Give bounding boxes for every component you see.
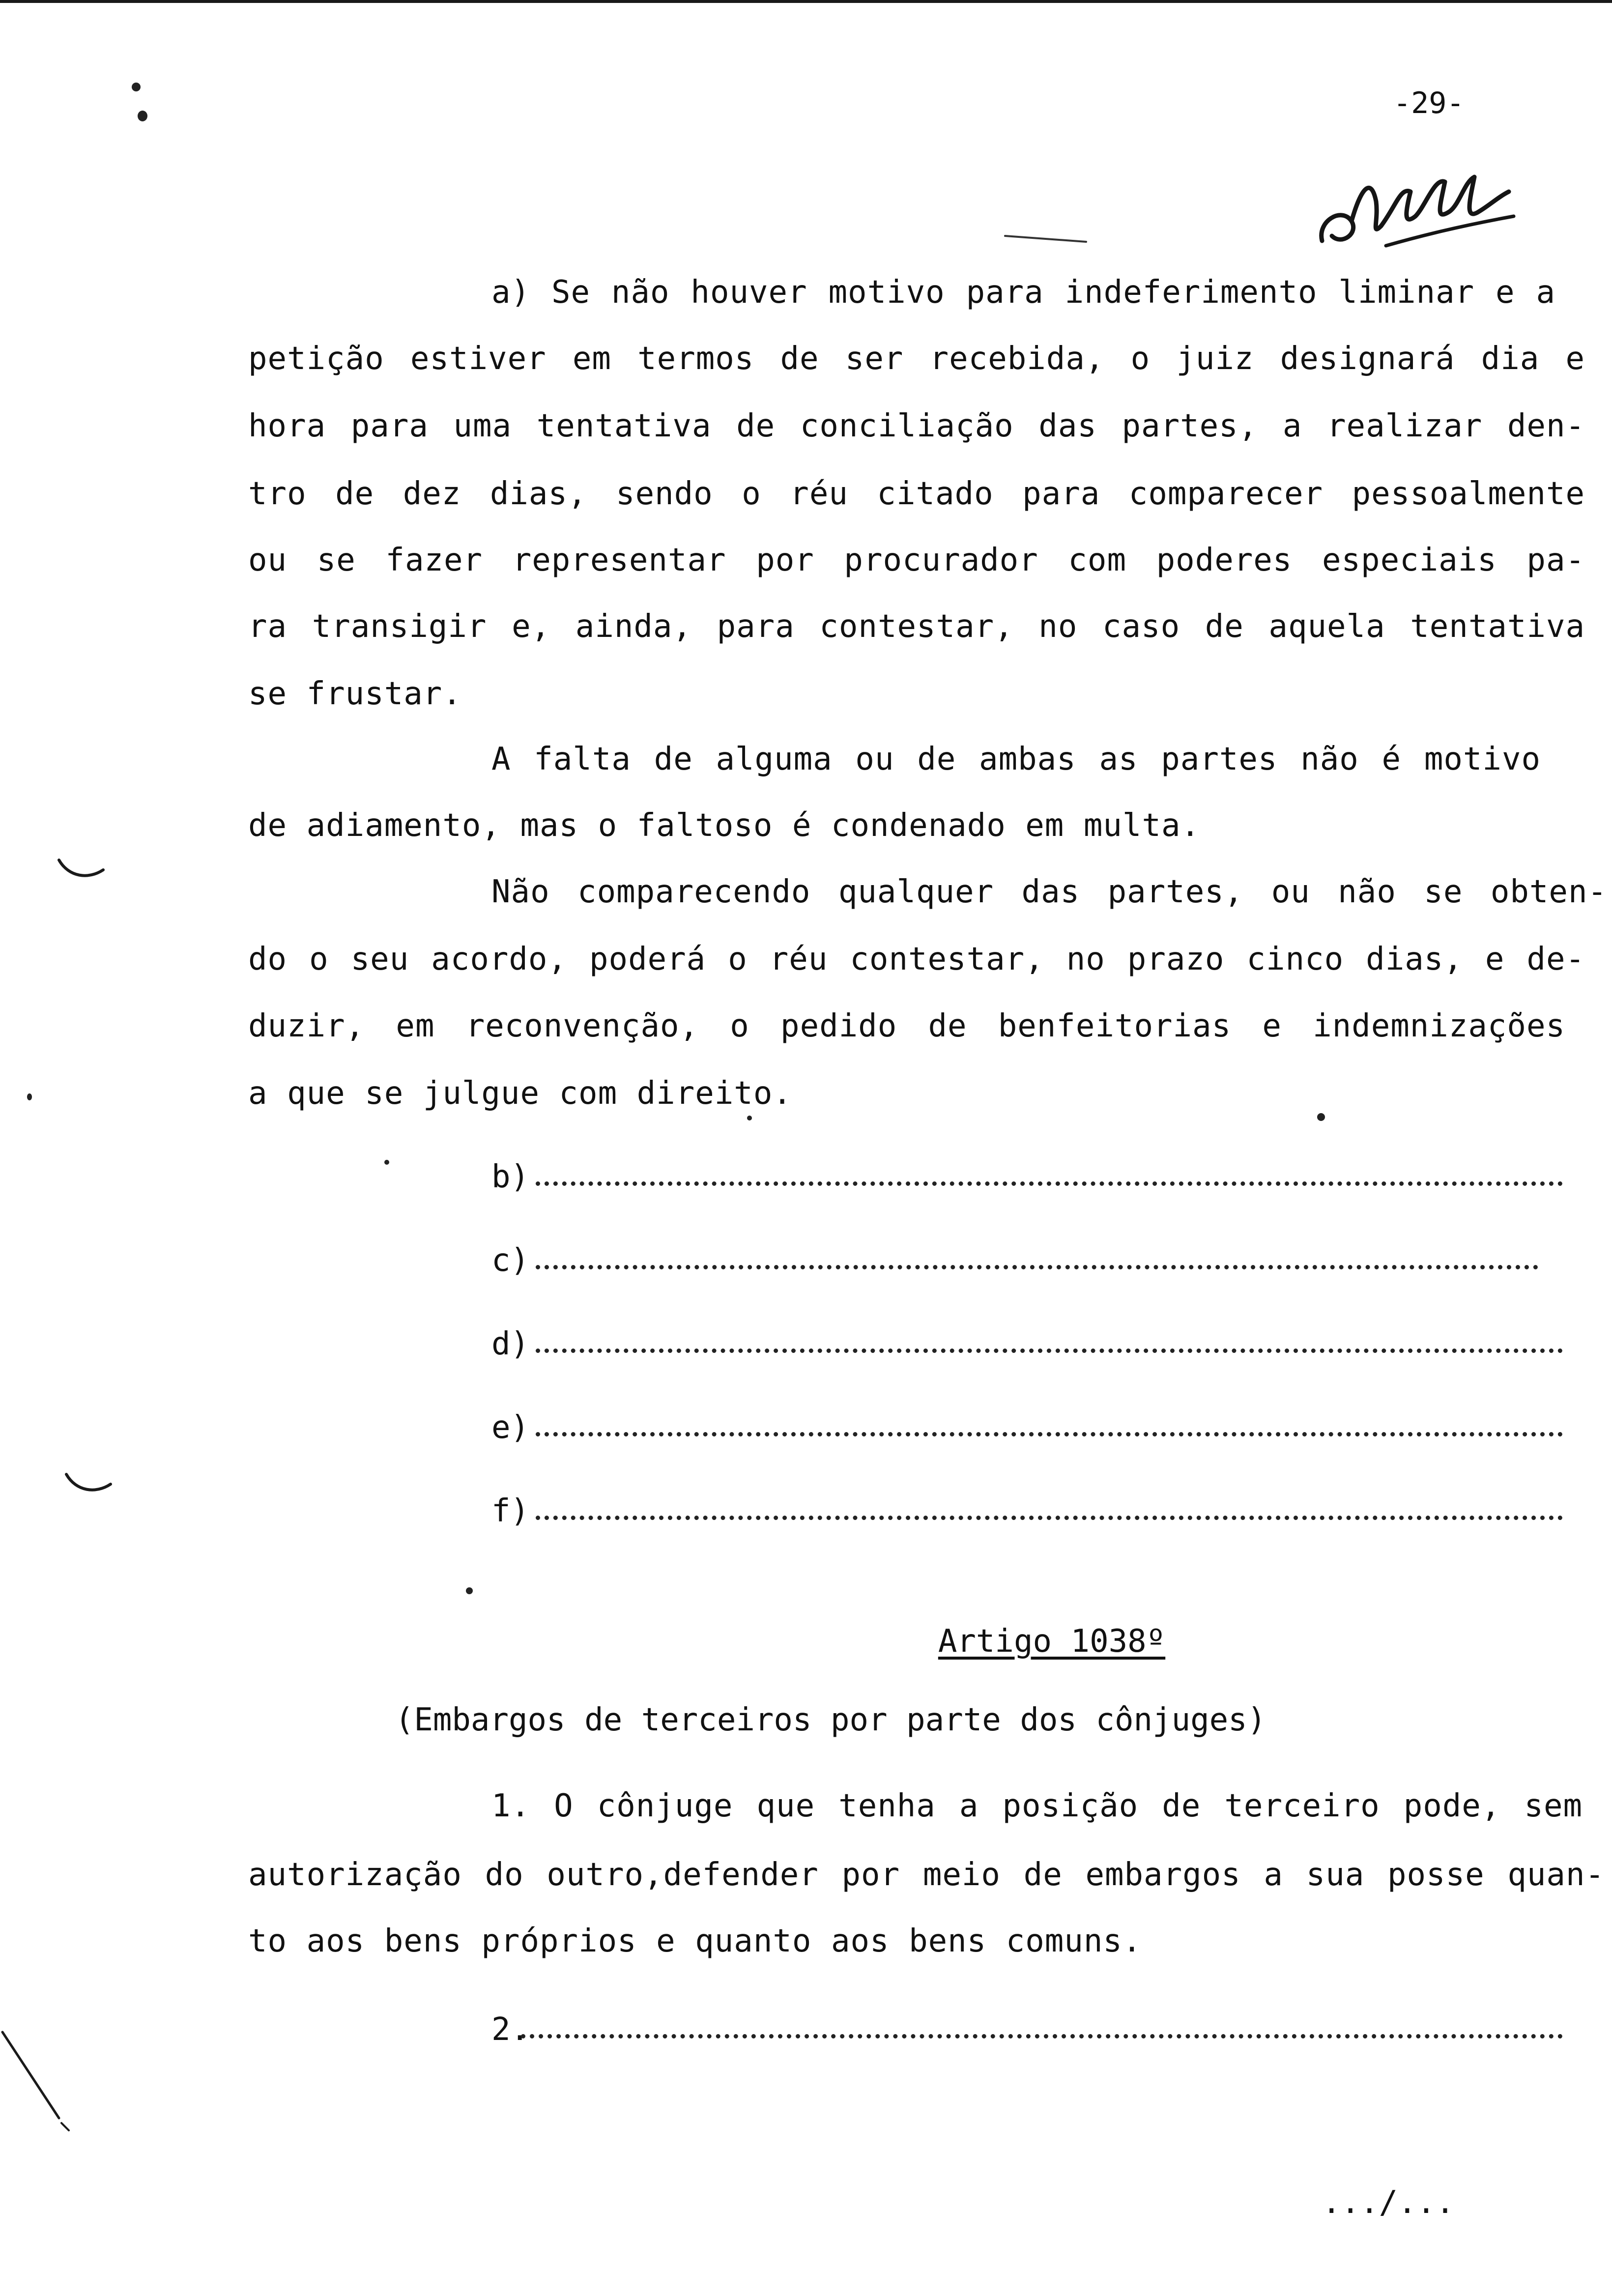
scan-speck xyxy=(132,83,141,91)
omitted-item: c) xyxy=(491,1241,1538,1280)
paragraph-falta-line: de adiamento, mas o faltoso é condenado em multa. xyxy=(248,807,1201,844)
top-border-line xyxy=(0,0,1612,3)
article-paragraph-line: autorização do outro,defender por meio de embargos a sua posse quan- xyxy=(248,1857,1605,1893)
scan-speck xyxy=(384,1160,389,1165)
paragraph-nao-line: a que se julgue com direito. xyxy=(248,1075,792,1112)
handwritten-signature xyxy=(1312,147,1524,260)
paragraph-a-line: ra transigir e, ainda, para contestar, no caso de aquela tentativa xyxy=(248,608,1585,645)
paragraph-nao-line: duzir, em reconvenção, o pedido de benfeitorias e indemnizações xyxy=(248,1008,1565,1044)
omitted-item: b) xyxy=(491,1157,1563,1197)
paragraph-a-line: se frustar. xyxy=(248,676,462,712)
scan-speck xyxy=(27,1093,32,1100)
scan-smudge xyxy=(1003,231,1091,246)
scan-smudge xyxy=(0,2030,79,2133)
scan-speck xyxy=(1317,1113,1325,1121)
omitted-item: d) xyxy=(491,1324,1563,1364)
scan-speck xyxy=(466,1587,473,1594)
article-item-2: 2. xyxy=(491,2010,1563,2049)
paragraph-a-line: a) Se não houver motivo para indeferimento liminar e a xyxy=(491,274,1555,311)
omitted-item: e) xyxy=(491,1408,1563,1447)
paragraph-a-line: ou se fazer representar por procurador com poderes especiais pa- xyxy=(248,542,1585,578)
scan-speck xyxy=(747,1116,752,1120)
article-paragraph-line: 1. O cônjuge que tenha a posição de terceiro pode, sem xyxy=(491,1788,1583,1824)
paragraph-falta-line: A falta de alguma ou de ambas as partes não é motivo xyxy=(491,741,1541,777)
paragraph-a-line: hora para uma tentativa de conciliação das partes, a realizar den- xyxy=(248,408,1585,444)
paragraph-nao-line: do o seu acordo, poderá o réu contestar, no prazo cinco dias, e de- xyxy=(248,941,1585,977)
page-number: -29- xyxy=(1393,86,1465,120)
scan-smudge xyxy=(61,1469,115,1499)
paragraph-a-line: tro de dez dias, sendo o réu citado para comparecer pessoalmente xyxy=(248,476,1585,512)
article-subtitle: (Embargos de terceiros por parte dos cônjuges) xyxy=(395,1702,1267,1738)
paragraph-a-line: petição estiver em termos de ser recebida, o juiz designará dia e xyxy=(248,341,1585,377)
article-paragraph-line: to aos bens próprios e quanto aos bens comuns. xyxy=(248,1923,1142,1959)
scan-speck xyxy=(138,111,147,121)
omitted-item: f) xyxy=(491,1492,1563,1531)
continuation-mark: .../... xyxy=(1322,2184,1455,2221)
scan-smudge xyxy=(54,855,108,885)
article-title: Artigo 1038º xyxy=(938,1623,1166,1660)
paragraph-nao-line: Não comparecendo qualquer das partes, ou não se obten- xyxy=(491,874,1607,910)
